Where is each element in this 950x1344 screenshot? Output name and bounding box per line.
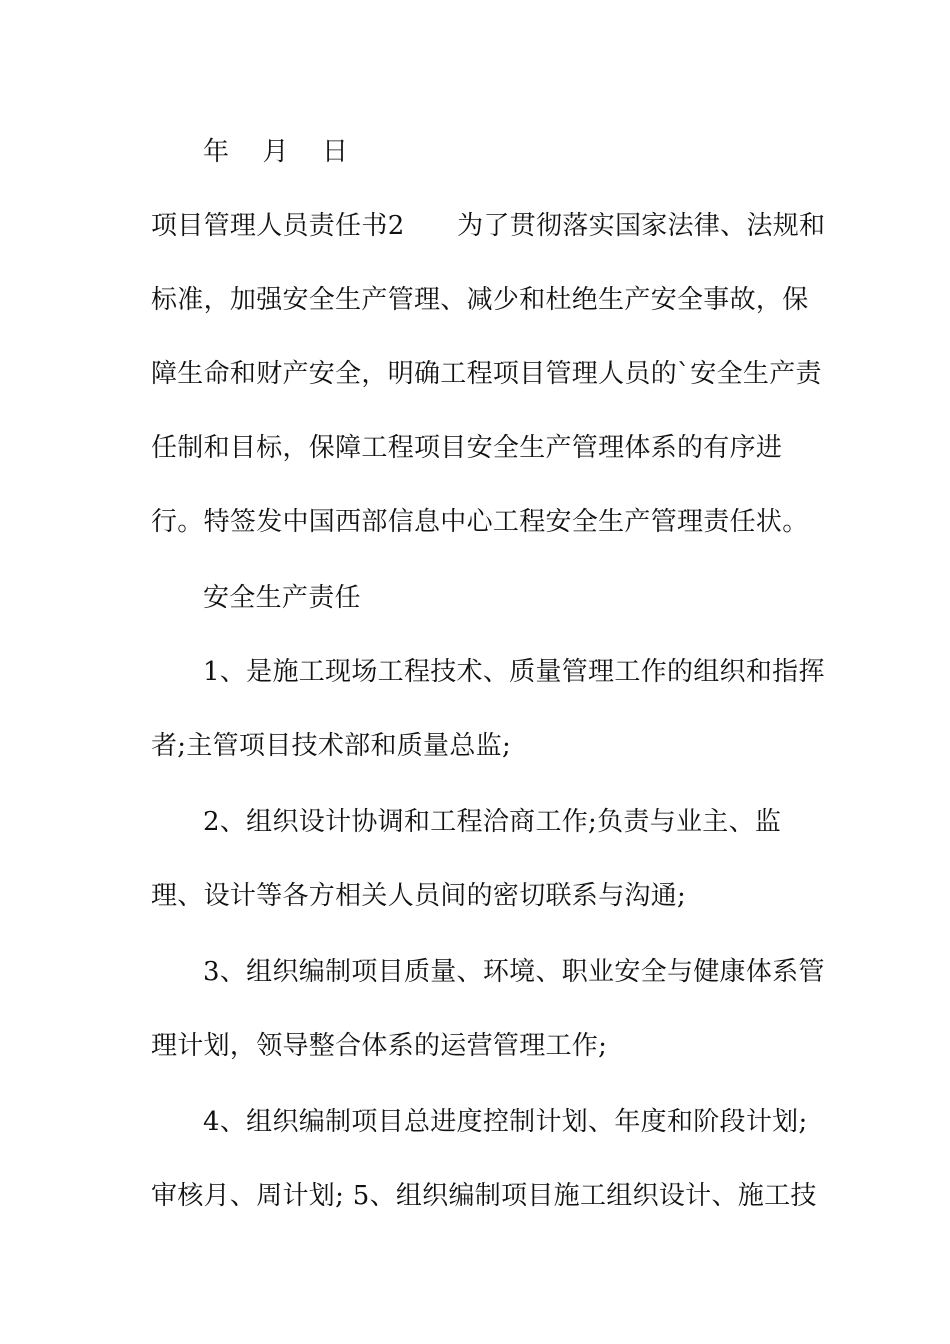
paragraph-line: 项目管理人员责任书2 为了贯彻落实国家法律、法规和 [151,211,826,241]
list-item-line: 者;主管项目技术部和质量总监; [151,731,512,761]
paragraph-line: 标准，加强安全生产管理、减少和杜绝生产安全事故，保 [151,285,809,315]
list-item-line: 审核月、周计划; 5、组织编制项目施工组织设计、施工技 [151,1181,817,1211]
paragraph-line: 障生命和财产安全，明确工程项目管理人员的`安全生产责 [151,359,822,389]
date-line [203,136,863,168]
paragraph-line: 行。特签发中国西部信息中心工程安全生产管理责任状。 [151,507,809,537]
list-item-line: 3、组织编制项目质量、环境、职业安全与健康体系管 [203,957,825,987]
section-heading: 安全生产责任 [203,583,361,613]
date-year: 年 [203,137,230,167]
list-item-line: 4、组织编制项目总进度控制计划、年度和阶段计划; [203,1107,808,1137]
list-item-line: 理、设计等各方相关人员间的密切联系与沟通; [151,881,687,911]
list-item-line: 2、组织设计协调和工程洽商工作;负责与业主、监 [203,807,782,837]
list-item-line: 理计划，领导整合体系的运营管理工作; [151,1031,608,1061]
list-item-line: 1、是施工现场工程技术、质量管理工作的组织和指挥 [203,657,825,687]
date-month: 月 [262,137,289,167]
date-day: 日 [321,137,349,167]
paragraph-line: 任制和目标，保障工程项目安全生产管理体系的有序进 [151,433,783,463]
